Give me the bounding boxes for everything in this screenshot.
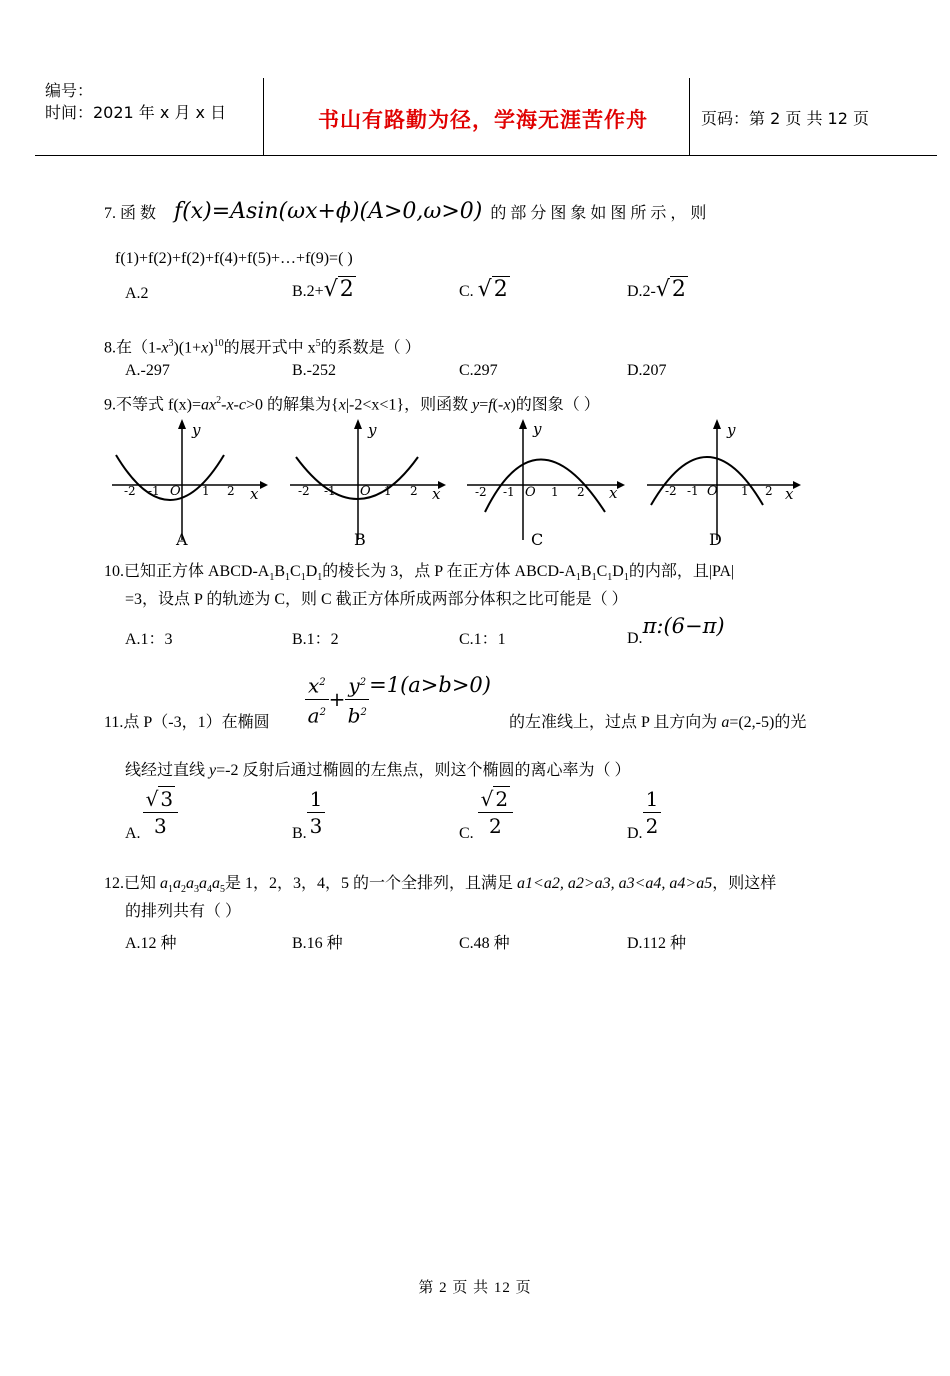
q9-exp: 2 — [216, 395, 222, 406]
q8-var: x — [161, 339, 169, 357]
q12-var: a — [212, 875, 221, 892]
y-label: y — [192, 421, 201, 439]
x-label: x — [785, 485, 794, 503]
q11-var: a — [307, 703, 320, 728]
q11-option-c-num: 2 — [495, 787, 509, 811]
parabola-curve — [296, 457, 418, 499]
q12-text: ，则这样 — [712, 875, 777, 892]
q12-var: a — [186, 875, 195, 892]
tick-label: 1 — [384, 484, 392, 498]
header-meta — [45, 80, 226, 124]
q10-sub: 1 — [269, 572, 275, 584]
q10-text: B — [274, 563, 286, 580]
q7-option-b-radicand: 2 — [339, 277, 354, 302]
q8-text: 的展开式中 x — [223, 339, 316, 357]
graph-label: B — [354, 530, 366, 549]
origin-label: O — [170, 484, 181, 499]
q8-exp: 3 — [168, 338, 174, 349]
sqrt-symbol: √ — [145, 787, 159, 811]
tick-label: 2 — [410, 484, 418, 498]
q8-exp: 5 — [315, 338, 321, 349]
origin-label: O — [525, 485, 536, 500]
q10-option-b[interactable]: B.1：2 — [292, 631, 339, 648]
q10-option-a[interactable]: A.1：3 — [125, 631, 173, 648]
sqrt-symbol: √ — [655, 277, 670, 302]
q11-fraction-y — [345, 670, 369, 728]
x-axis-arrow-icon — [617, 481, 625, 489]
q11-text: 线经过直线 — [125, 762, 210, 779]
q11-fraction-x — [305, 670, 329, 728]
q11-option-b-num: 1 — [307, 786, 326, 813]
tick-label: 1 — [202, 484, 210, 498]
tick-label: -1 — [324, 484, 336, 498]
q11-option-a-label: A. — [125, 825, 141, 843]
q9-var: x — [338, 396, 346, 414]
q11-text: =(2,-5)的光 — [729, 714, 807, 731]
y-label: y — [533, 420, 542, 438]
q10-option-d[interactable] — [627, 614, 725, 648]
origin-label: O — [707, 484, 718, 499]
q9-graph-d[interactable] — [645, 415, 805, 550]
q11-option-b[interactable] — [292, 786, 325, 843]
q11-text-cont — [509, 712, 806, 734]
q9-graph-c[interactable] — [465, 412, 630, 550]
q8-text: ) — [208, 339, 214, 357]
q12-var: a — [173, 875, 182, 892]
y-label: y — [368, 421, 377, 439]
q10-option-d-math: π:(6−π) — [642, 614, 725, 638]
tick-label: 2 — [227, 484, 235, 498]
q12-option-c[interactable]: C.48 种 — [459, 935, 510, 952]
sqrt-symbol: √ — [480, 787, 494, 811]
y-axis-arrow-icon — [354, 419, 362, 429]
graph-label: D — [709, 530, 722, 549]
question-7 — [104, 192, 706, 234]
q10-option-d-label: D. — [627, 630, 643, 647]
q11-equation-tail: =1(a>b>0) — [369, 673, 491, 698]
q10-text: 的内部，且|PA| — [628, 563, 735, 580]
q12-sub: 5 — [220, 884, 226, 896]
q9-text: = — [479, 396, 489, 414]
q11-option-c[interactable] — [459, 786, 513, 843]
q11-ellipse-equation — [305, 670, 491, 728]
q10-text: C — [290, 563, 301, 580]
x-label: x — [432, 485, 441, 503]
q10-text: B — [580, 563, 592, 580]
graph-label: C — [531, 530, 544, 549]
question-12 — [104, 873, 776, 901]
q11-var: y — [348, 673, 360, 698]
graph-label: A — [176, 530, 188, 549]
q8-option-a[interactable]: A.-297 — [125, 362, 170, 379]
q12-var: a — [199, 875, 208, 892]
q11-option-b-label: B. — [292, 825, 307, 843]
sqrt-symbol: √ — [323, 277, 338, 302]
q7-option-d[interactable] — [627, 277, 688, 302]
x-label: x — [250, 485, 259, 503]
y-axis-arrow-icon — [519, 419, 527, 429]
q9-text: )的图象（ ） — [510, 396, 600, 414]
serial-label: 编号： — [45, 81, 94, 100]
q7-line2: f(1)+f(2)+f(2)+f(4)+f(5)+…+f(9)=( ) — [115, 250, 353, 267]
q9-var: -x-c — [221, 396, 246, 414]
q10-text: D — [612, 563, 624, 580]
q9-var: y — [472, 396, 480, 414]
q7-option-a[interactable]: A.2 — [125, 285, 149, 302]
q7-option-c-label: C. — [459, 283, 474, 300]
q8-option-d[interactable]: D.207 — [627, 362, 667, 379]
q12-option-a[interactable]: A.12 种 — [125, 935, 177, 952]
sqrt-symbol: √ — [477, 277, 492, 302]
q11-text: 11.点 P（-3，1）在椭圆 — [104, 714, 270, 731]
q12-text: 是 1，2，3，4，5 的一个全排列，且满足 — [225, 875, 518, 892]
q12-option-d[interactable]: D.112 种 — [627, 935, 686, 952]
q8-text: 8.在（1- — [104, 339, 162, 357]
q7-option-c-radicand: 2 — [493, 277, 508, 302]
q11-option-d[interactable] — [627, 786, 661, 843]
q11-option-a-num: 3 — [160, 787, 174, 811]
q11-option-c-label: C. — [459, 825, 474, 843]
tick-label: 1 — [551, 485, 559, 499]
q11-exp: 2 — [359, 677, 367, 688]
q10-sub: 1 — [591, 572, 597, 584]
q11-option-a-den: 3 — [153, 814, 167, 838]
q11-option-c-fraction — [478, 786, 513, 839]
q8-option-b[interactable]: B.-252 — [292, 362, 336, 379]
q11-option-d-fraction — [643, 786, 662, 839]
q11-exp: 2 — [319, 706, 326, 718]
q11-var: a — [721, 714, 730, 731]
page-footer: 第 2 页 共 12 页 — [418, 1280, 532, 1296]
tick-label: 2 — [765, 484, 773, 498]
q11-var: x — [308, 673, 320, 698]
q7-option-b-label: B.2+ — [292, 283, 324, 300]
q10-sub: 1 — [607, 572, 613, 584]
q11-line2 — [125, 760, 630, 782]
q8-text: )(1+ — [173, 339, 202, 357]
q8-text: 的系数是（ ） — [320, 339, 421, 357]
tick-label: 1 — [741, 484, 749, 498]
x-axis-arrow-icon — [260, 481, 268, 489]
q10-text: C — [596, 563, 608, 580]
q12-sub: 2 — [181, 884, 187, 896]
tick-label: -2 — [475, 485, 487, 499]
q10-sub: 1 — [623, 572, 629, 584]
tick-label: 2 — [577, 485, 585, 499]
plus-sign: + — [328, 687, 346, 712]
header-divider — [689, 78, 690, 156]
q11-option-d-num: 1 — [643, 786, 662, 813]
q12-sub: 4 — [207, 884, 213, 896]
q10-sub: 1 — [285, 572, 291, 584]
q9-var: f — [488, 396, 493, 414]
q11-exp: 2 — [360, 706, 367, 718]
q10-sub: 1 — [317, 572, 323, 584]
q11-option-b-fraction — [307, 786, 326, 839]
q9-var: ax — [201, 396, 217, 414]
q12-option-b[interactable]: B.16 种 — [292, 935, 343, 952]
y-axis-arrow-icon — [713, 419, 721, 429]
q8-var: x — [201, 339, 209, 357]
q12-var: a — [160, 875, 169, 892]
q7-number: 7. 函 数 — [104, 205, 157, 222]
q11-option-a-fraction — [143, 786, 178, 839]
q9-text: |-2<x<1}，则函数 — [345, 396, 473, 414]
y-label: y — [727, 421, 736, 439]
q12-line2: 的排列共有（ ） — [125, 903, 242, 920]
q10-line2: =3，设点 P 的轨迹为 C，则 C 截正方体所成两部分体积之比可能是（ ） — [125, 591, 628, 608]
q11-var: b — [347, 703, 361, 728]
x-axis-arrow-icon — [793, 481, 801, 489]
q11-var: y — [209, 762, 217, 779]
q12-sub: 1 — [168, 884, 174, 896]
header-page-info: 页码：第 2 页 共 12 页 — [701, 109, 869, 128]
q11-option-c-den: 2 — [489, 814, 502, 838]
q11-option-a[interactable] — [125, 786, 178, 843]
header-divider — [263, 78, 264, 156]
tick-label: -1 — [687, 484, 699, 498]
q8-option-c[interactable]: C.297 — [459, 362, 498, 379]
q9-var: x — [503, 396, 511, 414]
q9-text: >0 的解集为{ — [245, 396, 339, 414]
q7-option-c[interactable] — [459, 277, 510, 302]
q7-tail: 的 部 分 图 象 如 图 所 示 ， 则 — [490, 205, 707, 222]
q12-text: 12.已知 — [104, 875, 161, 892]
q7-option-d-label: D.2- — [627, 283, 656, 300]
tick-label: -1 — [503, 485, 515, 499]
q12-condition: a1<a2, a2>a3, a3<a4, a4>a5 — [517, 875, 713, 892]
q10-text: 的棱长为 3，点 P 在正方体 ABCD-A — [322, 563, 576, 580]
origin-label: O — [360, 484, 371, 499]
question-8 — [104, 333, 421, 359]
q11-text: =-2 反射后通过椭圆的左焦点，则这个椭圆的离心率为（ ） — [216, 762, 631, 779]
header-motto: 书山有路勤为径，学海无涯苦作舟 — [318, 108, 648, 132]
q11-option-d-den: 2 — [645, 814, 659, 838]
q11-text: 的左准线上，过点 P 且方向为 — [509, 714, 722, 731]
q10-option-c[interactable]: C.1：1 — [459, 631, 506, 648]
q11-option-b-den: 3 — [309, 814, 323, 838]
q10-text: 10.已知正方体 ABCD-A — [104, 563, 270, 580]
q7-option-b[interactable] — [292, 277, 356, 302]
q10-sub: 1 — [575, 572, 581, 584]
y-axis-arrow-icon — [178, 419, 186, 429]
q10-text: D — [305, 563, 318, 580]
q10-sub: 1 — [300, 572, 306, 584]
header-table — [35, 78, 937, 156]
q7-option-d-radicand: 2 — [671, 277, 686, 302]
q11-exp: 2 — [319, 677, 326, 688]
question-11 — [104, 712, 270, 734]
tick-label: -2 — [298, 484, 310, 498]
q11-option-d-label: D. — [627, 825, 643, 843]
q9-graph-b[interactable] — [288, 415, 448, 550]
question-10 — [104, 561, 734, 589]
q12-sub: 3 — [194, 884, 200, 896]
q9-text: 9.不等式 f(x)= — [104, 396, 202, 414]
tick-label: -2 — [665, 484, 677, 498]
tick-label: -1 — [148, 484, 160, 498]
q9-graph-a[interactable] — [110, 415, 270, 550]
q9-text: (- — [492, 396, 504, 414]
time-label: 时间：2021 年 x 月 x 日 — [45, 103, 227, 122]
q8-exp: 10 — [213, 338, 224, 349]
tick-label: -2 — [124, 484, 136, 498]
x-label: x — [609, 484, 618, 502]
q7-formula: f(x)=Asin(ωx+ϕ)(A>0,ω>0) — [174, 199, 483, 224]
